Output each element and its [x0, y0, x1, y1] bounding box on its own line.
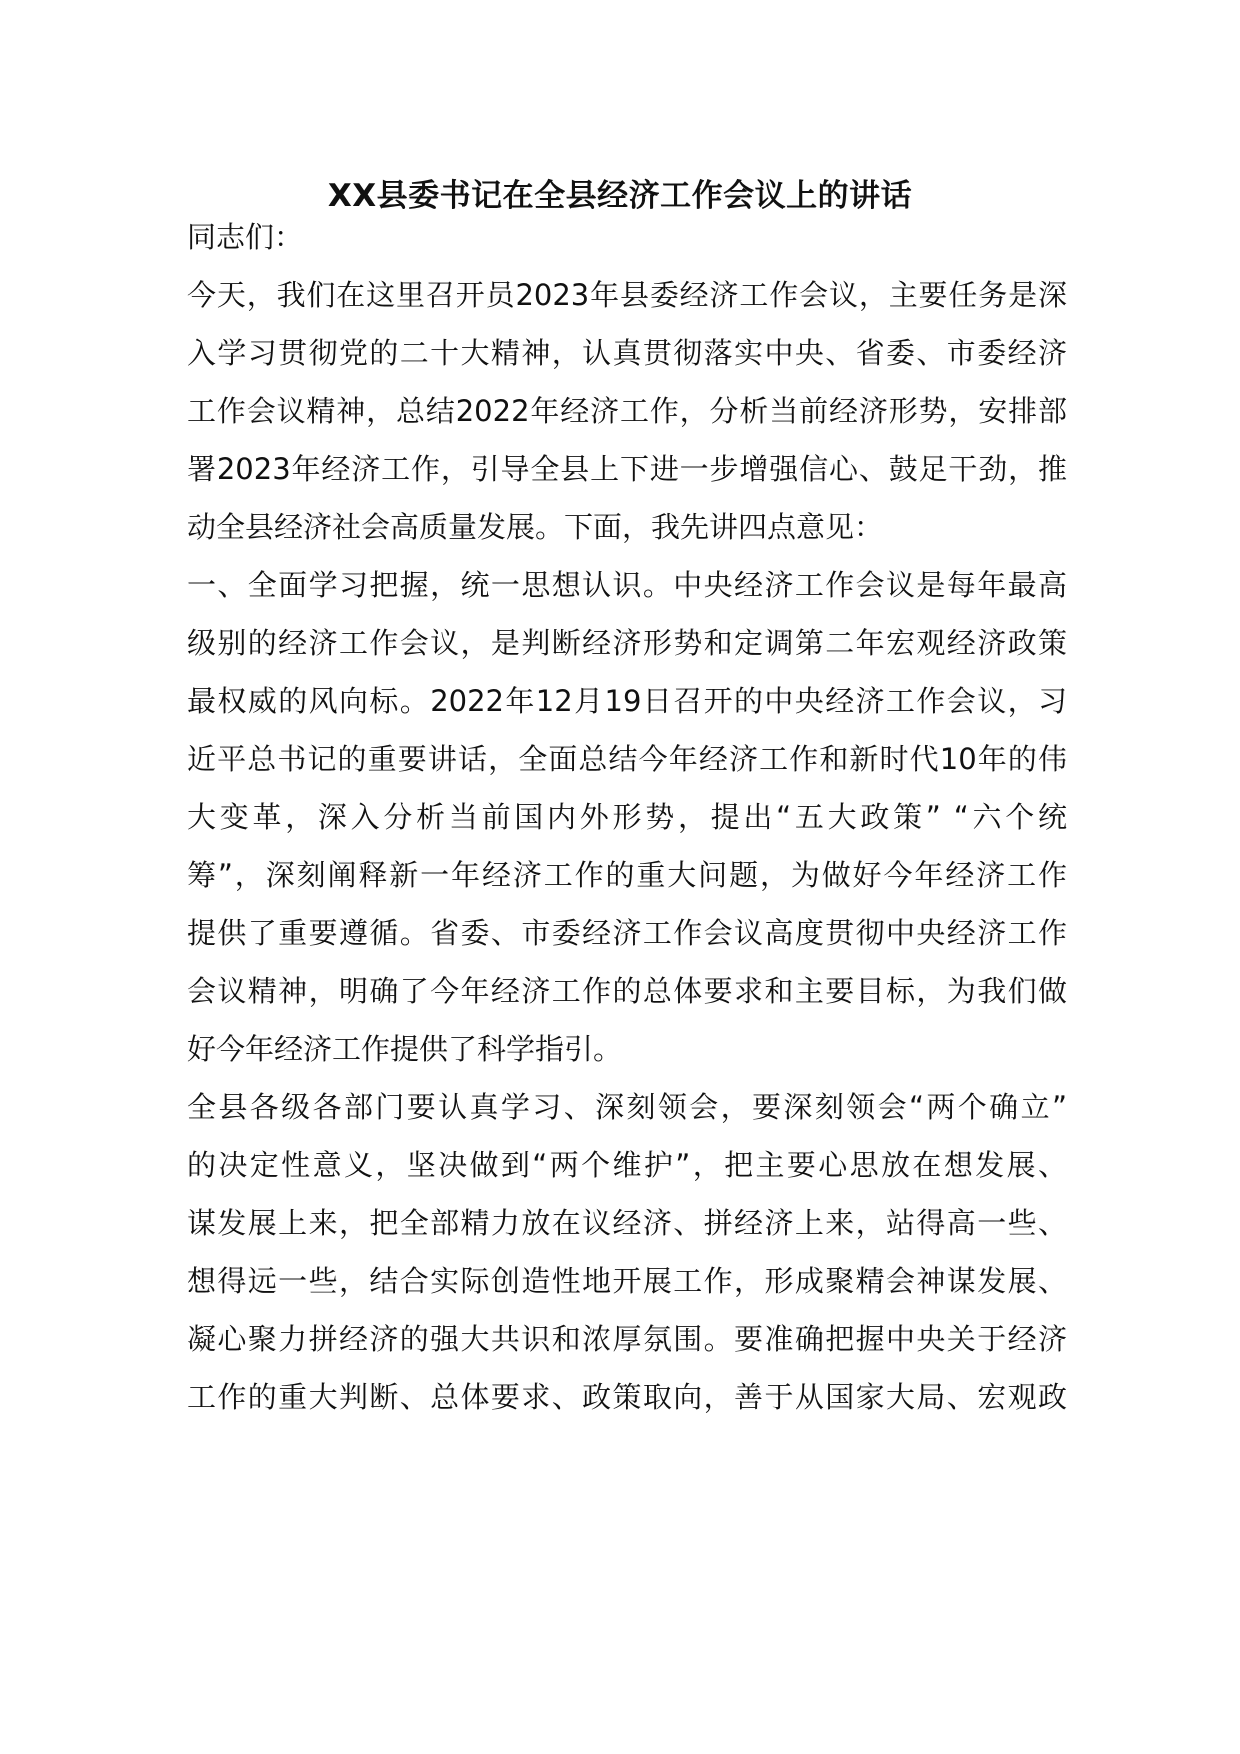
document-title: XX县委书记在全县经济工作会议上的讲话: [327, 178, 913, 214]
document-line: 今天，我们在这里召开员2023年县委经济工作会议，主要任务是深: [187, 278, 1067, 312]
document-line: 的决定性意义，坚决做到“两个维护”，把主要心思放在想发展、: [187, 1148, 1067, 1182]
document-line: 近平总书记的重要讲话，全面总结今年经济工作和新时代10年的伟: [187, 742, 1067, 776]
document-line: 工作的重大判断、总体要求、政策取向，善于从国家大局、宏观政: [187, 1380, 1067, 1414]
document-line: 全县各级各部门要认真学习、深刻领会，要深刻领会“两个确立”: [187, 1090, 1067, 1124]
document-line: 好今年经济工作提供了科学指引。: [187, 1032, 623, 1066]
document-line: 提供了重要遵循。省委、市委经济工作会议高度贯彻中央经济工作: [187, 916, 1067, 950]
document-line: 署2023年经济工作，引导全县上下进一步增强信心、鼓足干劲，推: [187, 452, 1067, 486]
document-line: 想得远一些，结合实际创造性地开展工作，形成聚精会神谋发展、: [187, 1264, 1067, 1298]
document-line: 筹”，深刻阐释新一年经济工作的重大问题，为做好今年经济工作: [187, 858, 1067, 892]
document-line: 入学习贯彻党的二十大精神，认真贯彻落实中央、省委、市委经济: [187, 336, 1067, 370]
document-line: 谋发展上来，把全部精力放在议经济、拼经济上来，站得高一些、: [187, 1206, 1067, 1240]
document-line: 级别的经济工作会议，是判断经济形势和定调第二年宏观经济政策: [187, 626, 1067, 660]
document-line: 最权威的风向标。2022年12月19日召开的中央经济工作会议，习: [187, 684, 1067, 718]
document-line: 一、全面学习把握，统一思想认识。中央经济工作会议是每年最高: [187, 568, 1067, 602]
document-line: 工作会议精神，总结2022年经济工作，分析当前经济形势，安排部: [187, 394, 1067, 428]
document-line: 会议精神，明确了今年经济工作的总体要求和主要目标，为我们做: [187, 974, 1067, 1008]
document-line: 动全县经济社会高质量发展。下面，我先讲四点意见：: [187, 510, 884, 544]
document-line: 大变革，深入分析当前国内外形势，提出“五大政策” “六个统: [187, 800, 1067, 834]
document-line: 凝心聚力拼经济的强大共识和浓厚氛围。要准确把握中央关于经济: [187, 1322, 1067, 1356]
document-line: 同志们：: [187, 220, 304, 254]
